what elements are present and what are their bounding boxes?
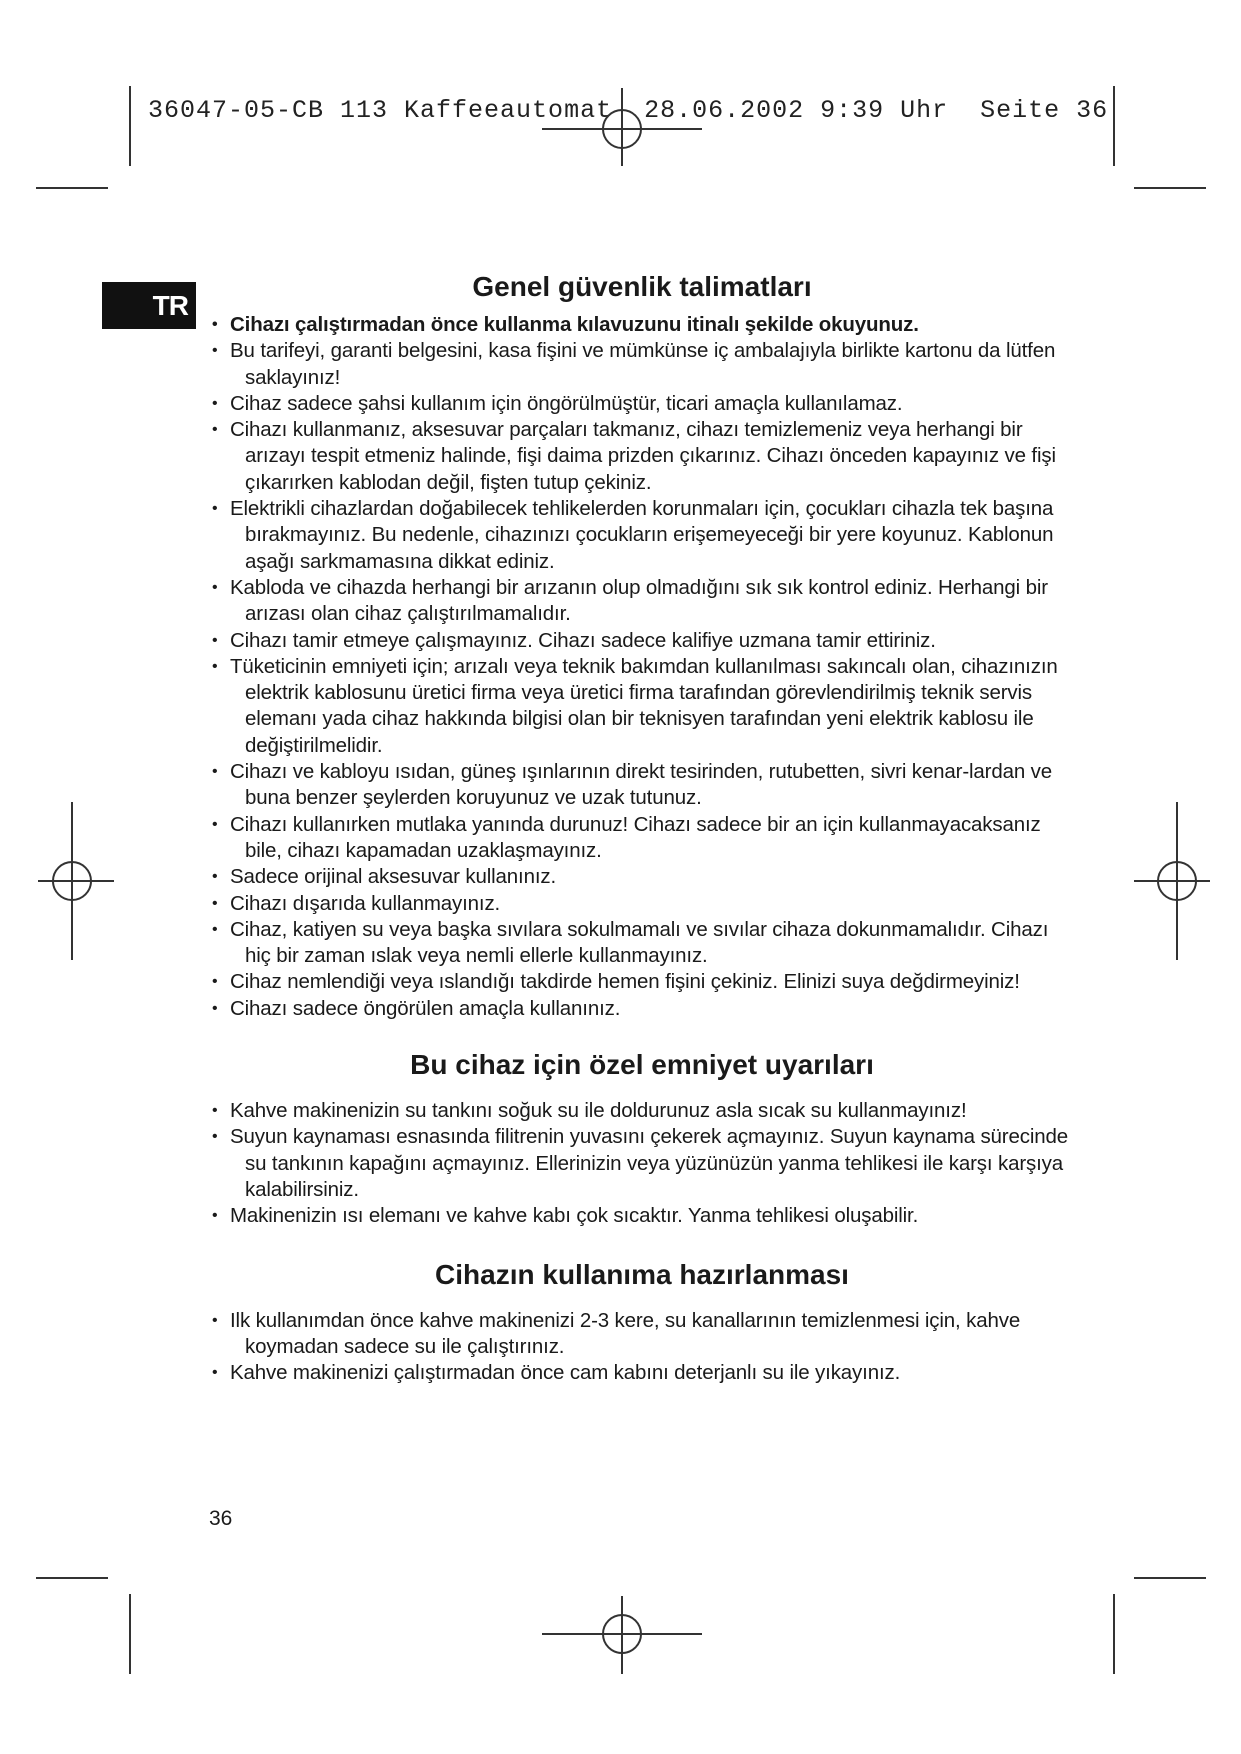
list-item: • Makinenizin ısı elemanı ve kahve kabı çok sıcaktır. Yanma tehlikesi oluşabilir.	[212, 1203, 1072, 1229]
list-item: • Kahve makinenizin su tankını soğuk su ile doldurunuz asla sıcak su kullanmayınız!	[212, 1098, 1072, 1124]
section-title: Bu cihaz için özel emniyet uyarıları	[410, 1049, 874, 1081]
list-item: • Kabloda ve cihazda herhangi bir arızanın olup olmadığını sık sık kontrol ediniz. Herhangi bir arızası olan cihaz çalıştırılmamalıdır.	[212, 575, 1072, 628]
list-item: • Sadece orijinal aksesuvar kullanınız.	[212, 864, 1072, 890]
crop-mark-top-right-horizontal	[1134, 187, 1206, 189]
list-item: • Cihaz nemlendiği veya ıslandığı takdirde hemen fişini çekiniz. Elinizi suya değdirmeyiniz!	[212, 969, 1072, 995]
registration-mark-top-icon	[540, 86, 704, 168]
crop-mark-top-right-vertical	[1113, 86, 1115, 166]
crop-mark-top-left-horizontal	[36, 187, 108, 189]
list-item: • Cihazı çalıştırmadan önce kullanma kılavuzunu itinalı şekilde okuyunuz.	[212, 312, 1072, 338]
list-item: • Kahve makinenizi çalıştırmadan önce cam kabını deterjanlı su ile yıkayınız.	[212, 1360, 1072, 1386]
list-item: • Cihazı dışarıda kullanmayınız.	[212, 891, 1072, 917]
registration-mark-bottom-icon	[540, 1594, 704, 1676]
page-content	[212, 270, 1072, 1386]
crop-mark-top-left-vertical	[129, 86, 131, 166]
language-tab: TR	[102, 282, 196, 329]
print-imprint-line: 36047-05-CB 113 Kaffeeautomat 28.06.2002 9:39 Uhr Seite 36	[148, 96, 1109, 125]
section-title: Genel güvenlik talimatları	[472, 271, 812, 302]
list-item: • Bu tarifeyi, garanti belgesini, kasa fişini ve mümkünse iç ambalajıyla birlikte kartonu da lütfen saklayınız!	[212, 338, 1072, 391]
list-item: • Elektrikli cihazlardan doğabilecek tehlikelerden korunmaları için, çocukları cihazla tek başına bırakmayınız. Bu nedenle, cihazınızı çocukların erişemeyeceği bir yere koyunuz. Kablonun aşağı sarkmamasına dikkat ediniz.	[212, 496, 1072, 575]
crop-mark-bottom-left-vertical	[129, 1594, 131, 1674]
list-item: • Cihazı kullanmanız, aksesuvar parçaları takmanız, cihazı temizlemeniz veya herhangi bir arızayı tespit etmeniz halinde, fişi daima prizden çıkarınız. Cihazı önceden kapayınız ve fişi çıkarırken kablodan değil, fişten tutup çekiniz.	[212, 417, 1072, 496]
list-item: • Ilk kullanımdan önce kahve makinenizi 2-3 kere, su kanallarının temizlenmesi için, kahve koymadan sadece su ile çalıştırınız.	[212, 1308, 1072, 1361]
section-preparation-for-use	[212, 1258, 1072, 1387]
section-device-specific-warnings	[212, 1048, 1072, 1229]
list-item: • Cihazı sadece öngörülen amaçla kullanınız.	[212, 996, 1072, 1022]
section-title: Cihazın kullanıma hazırlanması	[435, 1258, 849, 1290]
page-number: 36	[209, 1507, 233, 1530]
crop-mark-bottom-right-vertical	[1113, 1594, 1115, 1674]
bullet-list	[212, 1308, 1072, 1387]
registration-mark-left-icon	[36, 800, 116, 962]
section-general-safety	[212, 270, 1072, 1022]
crop-mark-bottom-right-horizontal	[1134, 1577, 1206, 1579]
list-item: • Cihaz sadece şahsi kullanım için öngörülmüştür, ticari amaçla kullanılamaz.	[212, 391, 1072, 417]
registration-mark-right-icon	[1132, 800, 1212, 962]
list-item: • Suyun kaynaması esnasında filitrenin yuvasını çekerek açmayınız. Suyun kaynama sürecinde su tankının kapağını açmayınız. Ellerinizin veya yüzünüzün yanma tehlikesi ile karşı karşıya kalabilirsiniz.	[212, 1124, 1072, 1203]
list-item: • Cihazı ve kabloyu ısıdan, güneş ışınlarının direkt tesirinden, rutubetten, sivri kenar-lardan ve buna benzer şeylerden koruyunuz ve uzak tutunuz.	[212, 759, 1072, 812]
crop-mark-bottom-left-horizontal	[36, 1577, 108, 1579]
list-item: • Cihazı kullanırken mutlaka yanında durunuz! Cihazı sadece bir an için kullanmayacaksanız bile, cihazı kapamadan uzaklaşmayınız.	[212, 812, 1072, 865]
list-item: • Cihazı tamir etmeye çalışmayınız. Cihazı sadece kalifiye uzmana tamir ettiriniz.	[212, 628, 1072, 654]
list-item: • Tüketicinin emniyeti için; arızalı veya teknik bakımdan kullanılması sakıncalı olan, cihazınızın elektrik kablosunu üretici firma veya üretici firma tarafından görevlendirilmiş teknik servis elemanı yada cihaz hakkında bilgisi olan bir teknisyen tarafından yeni elektrik kablosu ile değiştirilmelidir.	[212, 654, 1072, 759]
bullet-list	[212, 312, 1072, 1022]
bullet-list	[212, 1098, 1072, 1229]
list-item: • Cihaz, katiyen su veya başka sıvılara sokulmamalı ve sıvılar cihaza dokunmamalıdır. Cihazı hiç bir zaman ıslak veya nemli ellerle kullanmayınız.	[212, 917, 1072, 970]
